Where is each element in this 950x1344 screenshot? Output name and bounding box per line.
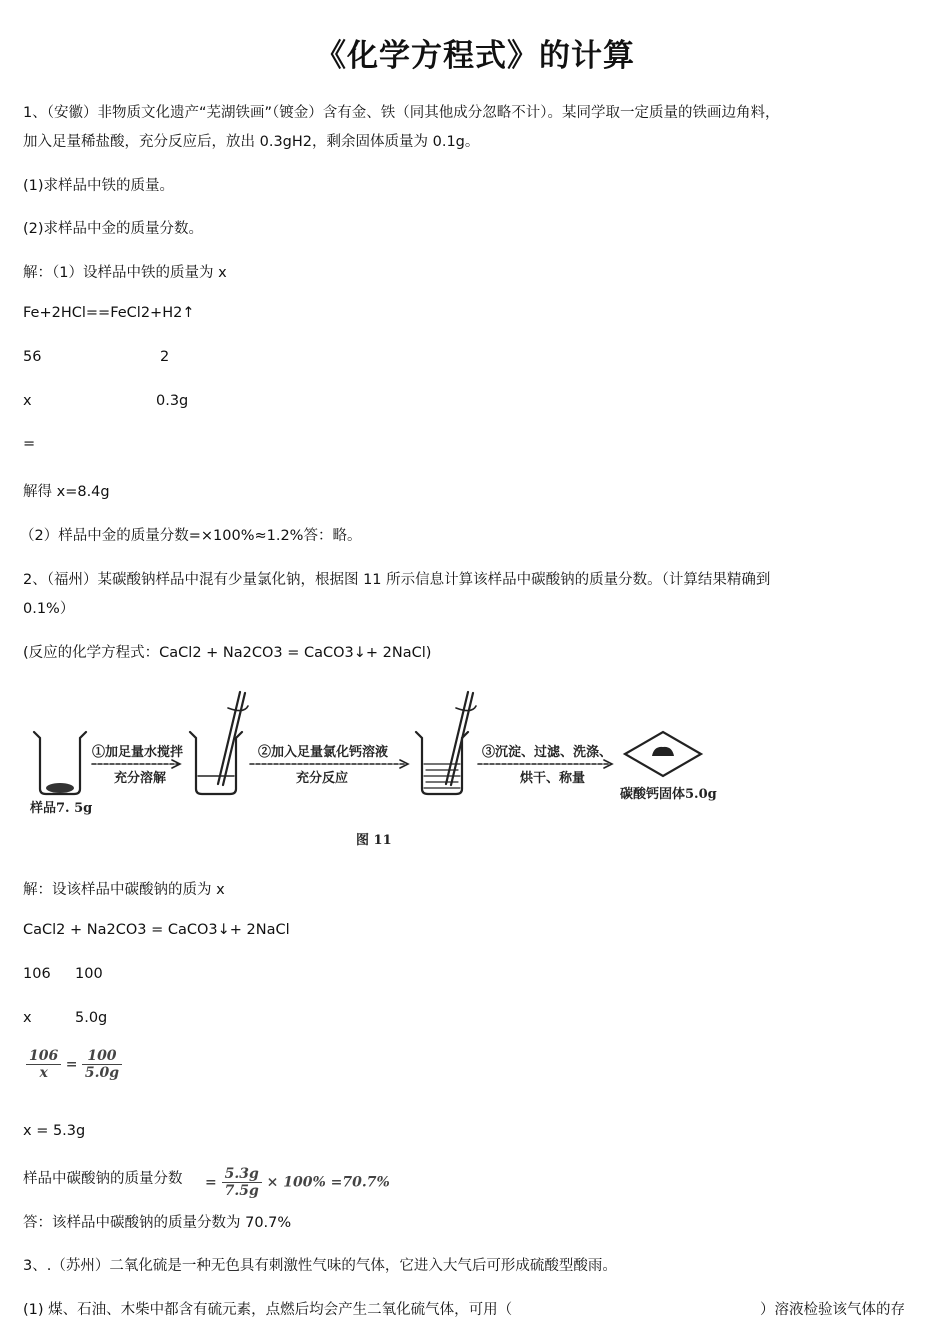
q3-sub1-part-a: (1) 煤、石油、木柴中都含有硫元素，点燃后均会产生二氧化硫气体，可用（ <box>23 1302 513 1318</box>
q1-eq-sign: = <box>23 436 36 452</box>
q2-reaction: (反应的化学方程式：CaCl2 + Na2CO3 = CaCO3↓+ 2NaCl) <box>23 645 432 661</box>
q1-text-line2: 加入足量稀盐酸，充分反应后，放出 0.3gH2，剩余固体质量为 0.1g。 <box>23 134 480 150</box>
q2-equation: CaCl2 + Na2CO3 = CaCO3↓+ 2NaCl <box>23 922 290 938</box>
q2-text-line1: 2、（福州）某碳酸钠样品中混有少量氯化钠，根据图 11 所示信息计算该样品中碳酸钠的质量分数。（计算结果精确到 <box>23 572 771 588</box>
precipitate-icon <box>652 747 674 756</box>
sample-label: 样品7. 5g <box>30 801 93 816</box>
q2-answer: 答：该样品中碳酸钠的质量分数为 70.7% <box>23 1215 292 1231</box>
q3-text-line1: 3、.（苏州）二氧化硫是一种无色具有刺激性气味的气体，它进入大气后可形成硫酸型酸雨。 <box>23 1258 617 1274</box>
figure-caption: 图 11 <box>356 833 392 848</box>
q1-mass-h2: 2 <box>160 349 170 365</box>
step3-top-label: ③沉淀、过滤、洗涤、 <box>482 745 613 760</box>
q2-solution-intro: 解：设该样品中碳酸钠的质为 x <box>23 882 225 898</box>
q1-text-line1: 1、（安徽）非物质文化遗产“芜湖铁画”（镀金）含有金、铁（同其他成分忽略不计）。某同学取一定质量的铁画边角料， <box>23 105 780 121</box>
q2-proportion <box>26 1048 122 1081</box>
stirring-rod-1-icon <box>218 692 248 785</box>
q1-mass-fe: 56 <box>23 349 42 365</box>
q2-text-line2: 0.1%） <box>23 601 75 617</box>
q3-sub1-part-b: ）溶液检验该气体的存 <box>760 1302 905 1318</box>
q1-sub2: (2)求样品中金的质量分数。 <box>23 221 204 237</box>
proportion-equal-sign: = <box>65 1056 78 1073</box>
percentage-fraction <box>222 1166 262 1199</box>
proportion-left-fraction <box>26 1048 61 1081</box>
page-title: 《化学方程式》的计算 <box>315 38 635 74</box>
q1-solution-intro: 解：（1）设样品中铁的质量为 x <box>23 265 227 281</box>
proportion-right-denominator: 5.0g <box>84 1065 120 1081</box>
arrow-1-icon <box>92 760 180 768</box>
q1-var-h2: 0.3g <box>156 393 189 409</box>
step2-top-label: ②加入足量氯化钙溶液 <box>258 745 389 760</box>
percentage-numerator: 5.3g <box>222 1166 262 1183</box>
arrow-3-icon <box>478 760 612 768</box>
percentage-denominator: 7.5g <box>224 1183 259 1199</box>
q2-fraction-label: 样品中碳酸钠的质量分数 <box>23 1171 183 1187</box>
percentage-tail: × 100% =70.7% <box>266 1174 390 1191</box>
percentage-equal-sign: = <box>205 1174 217 1191</box>
q1-sub1: (1)求样品中铁的质量。 <box>23 178 175 194</box>
proportion-right-fraction <box>82 1048 122 1081</box>
q2-mass-na2co3: 106 <box>23 966 51 982</box>
step2-bottom-label: 充分反应 <box>296 771 349 786</box>
step1-bottom-label: 充分溶解 <box>114 771 167 786</box>
q1-var-x: x <box>23 393 32 409</box>
product-label: 碳酸钙固体5.0g <box>620 787 717 802</box>
q2-percentage-formula <box>205 1166 390 1199</box>
arrow-2-icon <box>250 760 408 768</box>
q1-equation: Fe+2HCl==FeCl2+H2↑ <box>23 305 195 321</box>
step1-top-label: ①加足量水搅拌 <box>92 745 184 760</box>
step3-bottom-label: 烘干、称量 <box>520 771 586 786</box>
q2-var-x: x <box>23 1010 32 1026</box>
proportion-left-denominator: x <box>39 1065 48 1081</box>
q2-var-caco3: 5.0g <box>75 1010 108 1026</box>
q2-result: x = 5.3g <box>23 1123 86 1139</box>
experiment-figure <box>22 684 742 856</box>
beaker-3-icon <box>416 732 468 794</box>
sample-solid-icon <box>46 783 74 793</box>
proportion-right-numerator: 100 <box>82 1048 122 1065</box>
q2-mass-caco3: 100 <box>75 966 103 982</box>
q1-part2: （2）样品中金的质量分数=×100%≈1.2%答：略。 <box>20 528 362 544</box>
proportion-left-numerator: 106 <box>26 1048 61 1065</box>
q1-result: 解得 x=8.4g <box>23 484 110 500</box>
